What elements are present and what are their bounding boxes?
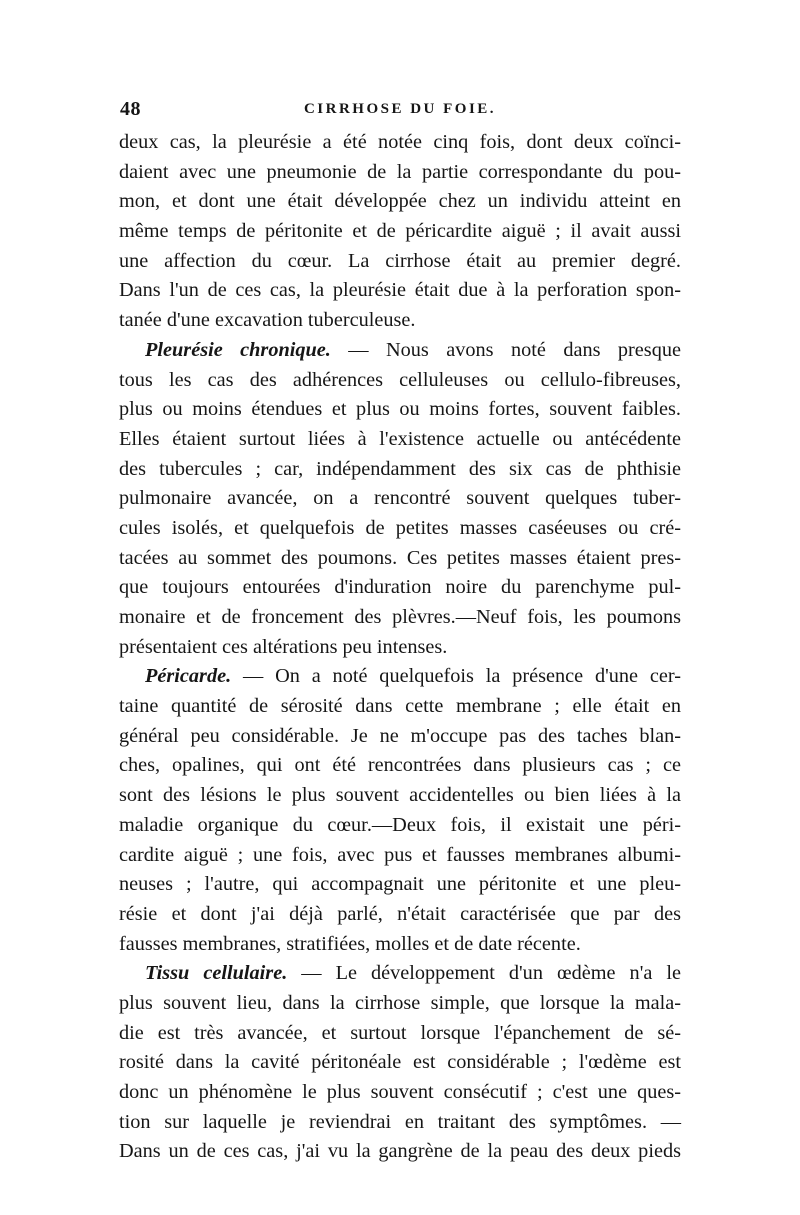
text-line: rosité dans la cavité péritonéale est considérable ; l'œdème est xyxy=(119,1051,681,1074)
text-line: tion sur laquelle je reviendrai en traitant des symptômes. — xyxy=(119,1110,681,1133)
paragraph-pericarde xyxy=(119,662,681,959)
text-line: mon, et dont une était développée chez un individu atteint en xyxy=(119,190,681,213)
text-line: général peu considérable. Je ne m'occupe pas des taches blan- xyxy=(119,724,681,747)
text-line: des tubercules ; car, indépendamment des six cas de phthisie xyxy=(119,457,681,480)
text-line: résie et dont j'ai déjà parlé, n'était caractérisée que par des xyxy=(119,902,681,925)
text-line: tacées au sommet des poumons. Ces petites masses étaient pres- xyxy=(119,546,681,569)
text-line: que toujours entourées d'induration noire du parenchyme pul- xyxy=(119,576,681,599)
text-line xyxy=(119,662,681,692)
paragraph-continuation xyxy=(119,128,681,336)
text-line xyxy=(119,336,681,366)
text-line: cardite aiguë ; une fois, avec pus et fausses membranes albumi- xyxy=(119,843,681,866)
text-line: plus ou moins étendues et plus ou moins fortes, souvent faibles. xyxy=(119,398,681,421)
text-line: monaire et de froncement des plèvres.—Neuf fois, les poumons xyxy=(119,606,681,628)
text-line: daient avec une pneumonie de la partie correspondante du pou- xyxy=(119,160,681,183)
paragraph-tissu-cellulaire xyxy=(119,959,681,1167)
body-text xyxy=(119,128,681,1167)
text-line: Dans un de ces cas, j'ai vu la gangrène de la peau des deux pieds xyxy=(119,1140,681,1163)
page-header xyxy=(120,98,680,124)
text-line: pulmonaire avancée, on a rencontré souvent quelques tuber- xyxy=(119,487,681,510)
text-run: — On a noté quelquefois la présence d'une cer- xyxy=(231,665,681,688)
text-line: même temps de péritonite et de péricardite aiguë ; il avait aussi xyxy=(119,220,681,243)
section-lead: Péricarde. xyxy=(145,665,232,688)
text-run: — Le développement d'un œdème n'a le xyxy=(287,962,681,985)
text-line: ches, opalines, qui ont été rencontrées dans plusieurs cas ; ce xyxy=(119,754,681,777)
section-lead: Pleurésie chronique. xyxy=(145,338,331,361)
running-title: CIRRHOSE DU FOIE. xyxy=(303,101,497,117)
paragraph-pleuresie-chronique xyxy=(119,336,681,663)
text-line: une affection du cœur. La cirrhose était au premier degré. xyxy=(119,249,681,272)
text-line: neuses ; l'autre, qui accompagnait une péritonite et une pleu- xyxy=(119,873,681,896)
page-number: 48 xyxy=(120,98,141,120)
text-line: présentaient ces altérations peu intenses. xyxy=(119,635,448,658)
text-line: fausses membranes, stratifiées, molles et de date récente. xyxy=(119,932,581,955)
text-line: tanée d'une excavation tuberculeuse. xyxy=(119,309,416,332)
text-line: donc un phénomène le plus souvent consécutif ; c'est une ques- xyxy=(119,1081,681,1103)
text-line: maladie organique du cœur.—Deux fois, il existait une péri- xyxy=(119,813,681,836)
text-line xyxy=(119,959,681,989)
text-line: Elles étaient surtout liées à l'existence actuelle ou antécédente xyxy=(119,427,681,450)
text-line: taine quantité de sérosité dans cette membrane ; elle était en xyxy=(119,695,681,718)
text-line: die est très avancée, et surtout lorsque l'épanchement de sé- xyxy=(119,1021,681,1044)
text-run: — Nous avons noté dans presque xyxy=(330,338,681,361)
text-line: cules isolés, et quelquefois de petites masses caséeuses ou cré- xyxy=(119,516,681,539)
text-line: deux cas, la pleurésie a été notée cinq fois, dont deux coïnci- xyxy=(119,131,681,153)
text-line: Dans l'un de ces cas, la pleurésie était due à la perforation spon- xyxy=(119,279,681,302)
text-line: plus souvent lieu, dans la cirrhose simple, que lorsque la mala- xyxy=(119,991,681,1014)
text-line: sont des lésions le plus souvent accidentelles ou bien liées à la xyxy=(119,784,681,807)
section-lead: Tissu cellulaire. xyxy=(145,962,288,985)
text-line: tous les cas des adhérences celluleuses ou cellulo-fibreuses, xyxy=(119,368,681,391)
